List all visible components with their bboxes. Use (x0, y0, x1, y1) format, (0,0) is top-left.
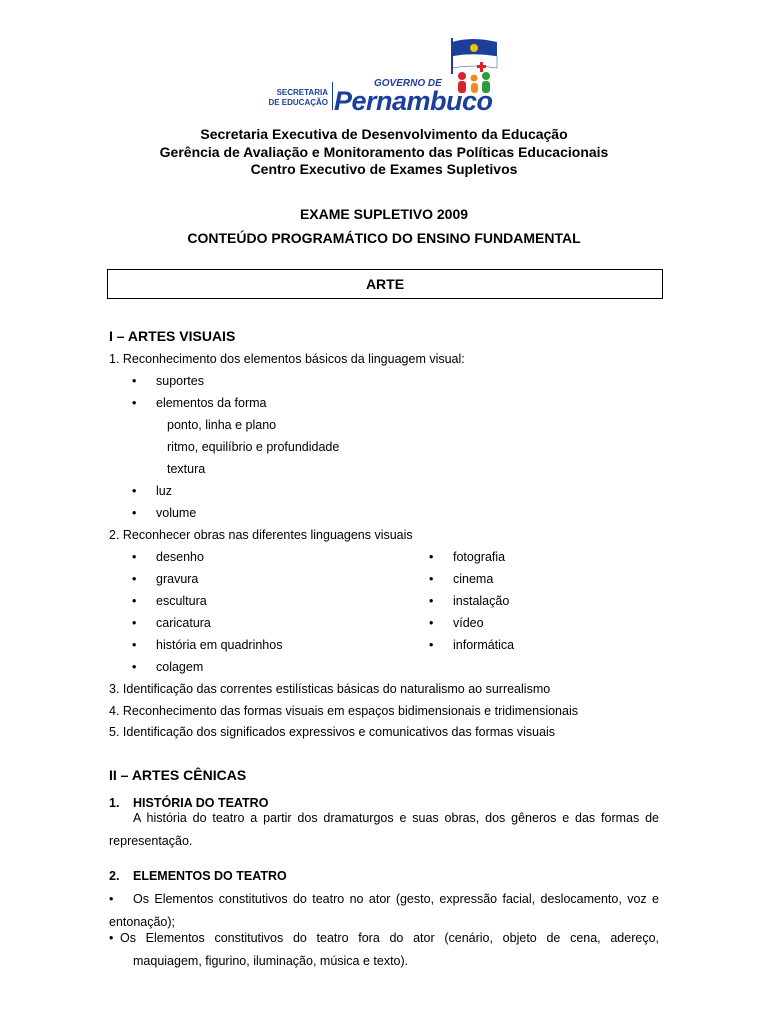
list-item-5: 5. Identificação dos significados expressivos e comunicativos das formas visuais (109, 725, 556, 739)
subsection-title: HISTÓRIA DO TEATRO (133, 796, 269, 810)
header-line1: Secretaria Executiva de Desenvolvimento da Educação (200, 126, 568, 142)
exam-title: EXAME SUPLETIVO 2009 (299, 206, 469, 222)
bullet-icon: • (132, 484, 137, 498)
bullet-icon: • (132, 638, 137, 652)
list-item-1: 1. Reconhecimento dos elementos básicos da linguagem visual: (109, 352, 465, 366)
bullet-icon: • (429, 594, 434, 608)
sub-item: ponto, linha e plano (167, 418, 277, 432)
bullet-icon: • (109, 931, 114, 945)
program-title: CONTEÚDO PROGRAMÁTICO DO ENSINO FUNDAMENTAL (187, 230, 581, 246)
logo-gov-text: GOVERNO DE (374, 78, 442, 89)
header-line3: Centro Executivo de Exames Supletivos (250, 161, 518, 177)
paragraph-line: Os Elementos constitutivos do teatro no ator (gesto, expressão facial, deslocamento, voz e (133, 892, 659, 906)
sub-item: textura (167, 462, 206, 476)
bullet-icon: • (132, 616, 137, 630)
bullet-icon: • (429, 638, 434, 652)
bullet-icon: • (132, 660, 137, 674)
logo-state-text: Pernambuco (334, 86, 493, 116)
logo-secretaria-line2: DE EDUCAÇÃO (268, 98, 328, 107)
bullet-icon: • (132, 396, 137, 410)
header-line2: Gerência de Avaliação e Monitoramento das Políticas Educacionais (159, 144, 609, 160)
list-item-4: 4. Reconhecimento das formas visuais em espaços bidimensionais e tridimensionais (109, 704, 578, 718)
section-title-artes-visuais: I – ARTES VISUAIS (109, 328, 236, 344)
subsection-number: 2. (109, 869, 120, 883)
paragraph-line: maquiagem, figurino, iluminação, música e texto). (133, 954, 409, 968)
bullet-icon: • (132, 550, 137, 564)
bullet-icon: • (109, 892, 114, 906)
logo-divider (332, 82, 333, 110)
list-item-2: 2. Reconhecer obras nas diferentes linguagens visuais (109, 528, 413, 542)
bullet-icon: • (429, 550, 434, 564)
subsection-2-heading (109, 869, 287, 883)
bullet-icon: • (132, 572, 137, 586)
bullet-icon: • (429, 616, 434, 630)
list-item-3: 3. Identificação das correntes estilísticas básicas do naturalismo ao surrealismo (109, 682, 551, 696)
subsection-1 (109, 796, 269, 810)
paragraph-line: A história do teatro a partir dos dramaturgos e suas obras, dos gêneros e das formas de (133, 811, 659, 825)
sub-item: ritmo, equilíbrio e profundidade (167, 440, 340, 454)
government-logo (262, 34, 508, 114)
bullet-icon: • (429, 572, 434, 586)
bullet-icon: • (132, 506, 137, 520)
bullet-icon: • (132, 594, 137, 608)
paragraph-line: Os Elementos constitutivos do teatro fora do ator (cenário, objeto de cena, adereço, (120, 931, 659, 945)
logo-secretaria-line1: SECRETARIA (276, 88, 328, 97)
section-title-artes-cenicas: II – ARTES CÊNICAS (109, 767, 247, 783)
subject-box: ARTE (107, 269, 663, 299)
paragraph-line: representação. (109, 834, 193, 848)
subsection-number: 1. (109, 796, 120, 810)
subsection-title: ELEMENTOS DO TEATRO (133, 869, 287, 883)
bullet-icon: • (132, 374, 137, 388)
paragraph-line: entonação); (109, 915, 176, 929)
